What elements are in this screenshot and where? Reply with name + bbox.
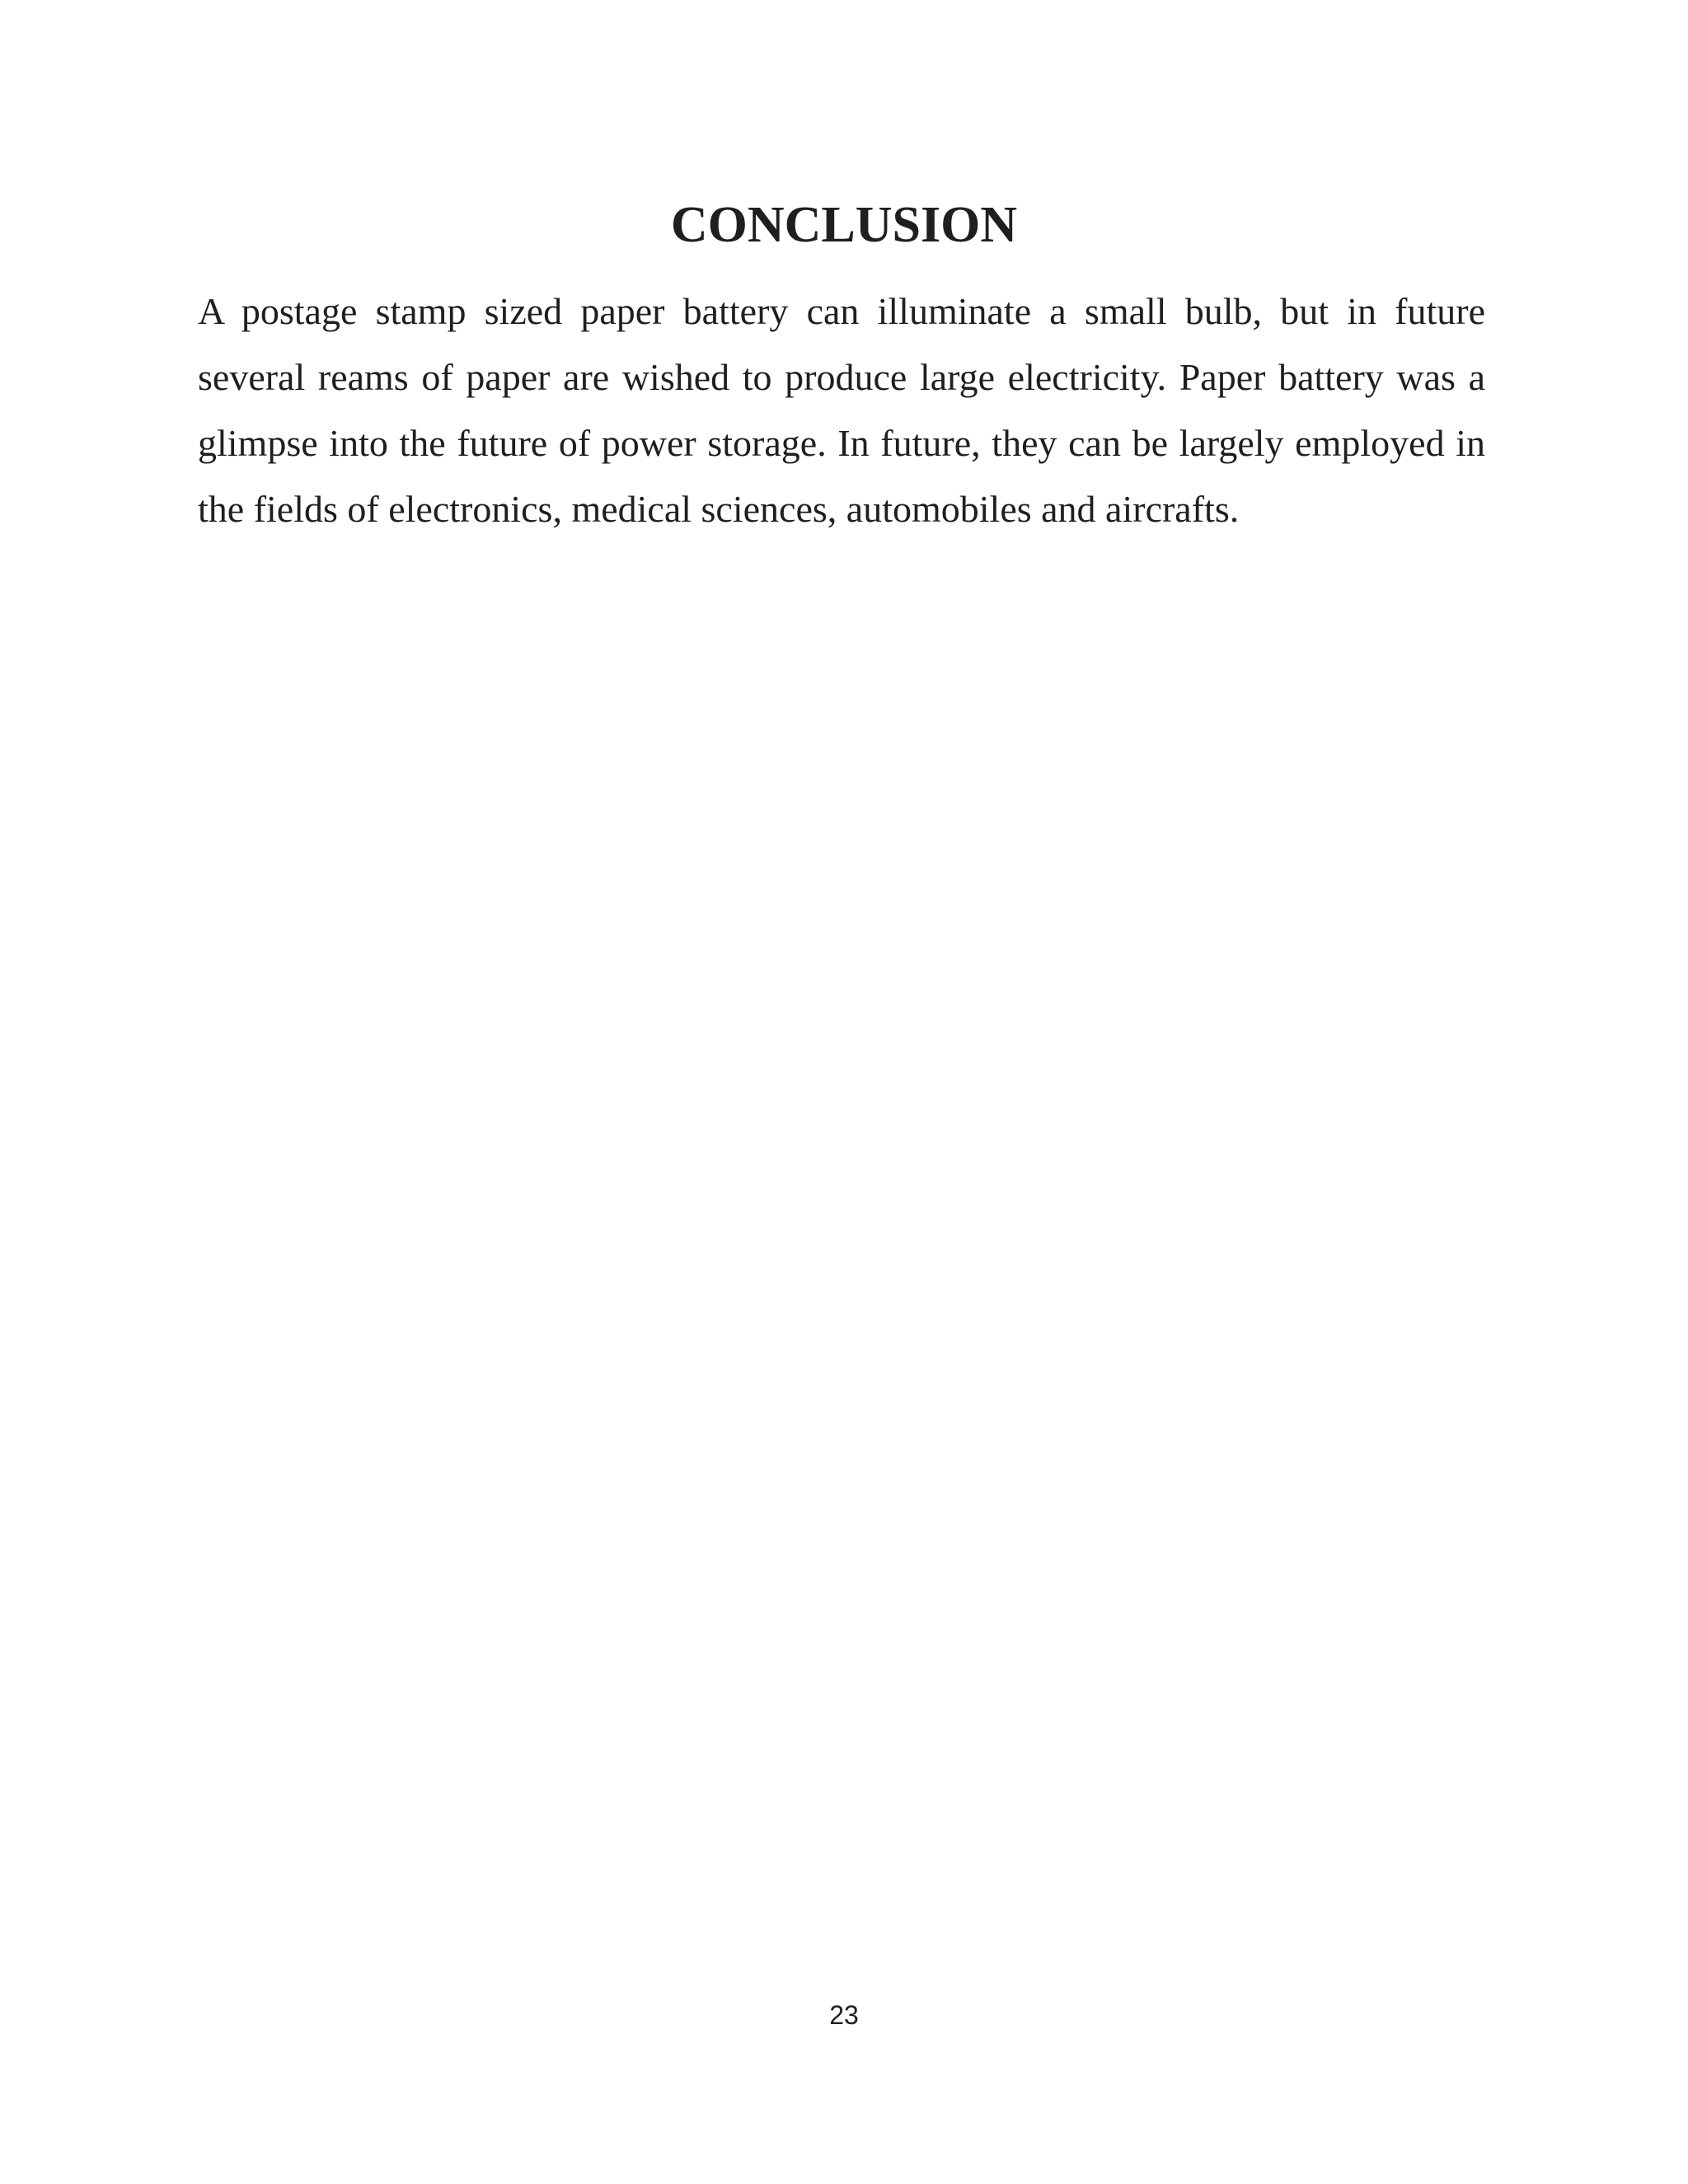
section-heading: CONCLUSION [670, 197, 1018, 253]
page-number: 23 [829, 2000, 859, 2030]
conclusion-paragraph: A postage stamp sized paper battery can illuminate a small bulb, but in future several reams of paper are wished to produce large electricity. Paper battery was a glimpse into the future of power storage. In future, they can be largely employed in the fields of electronics, medical sciences, automobiles and aircrafts. [198, 290, 1485, 530]
